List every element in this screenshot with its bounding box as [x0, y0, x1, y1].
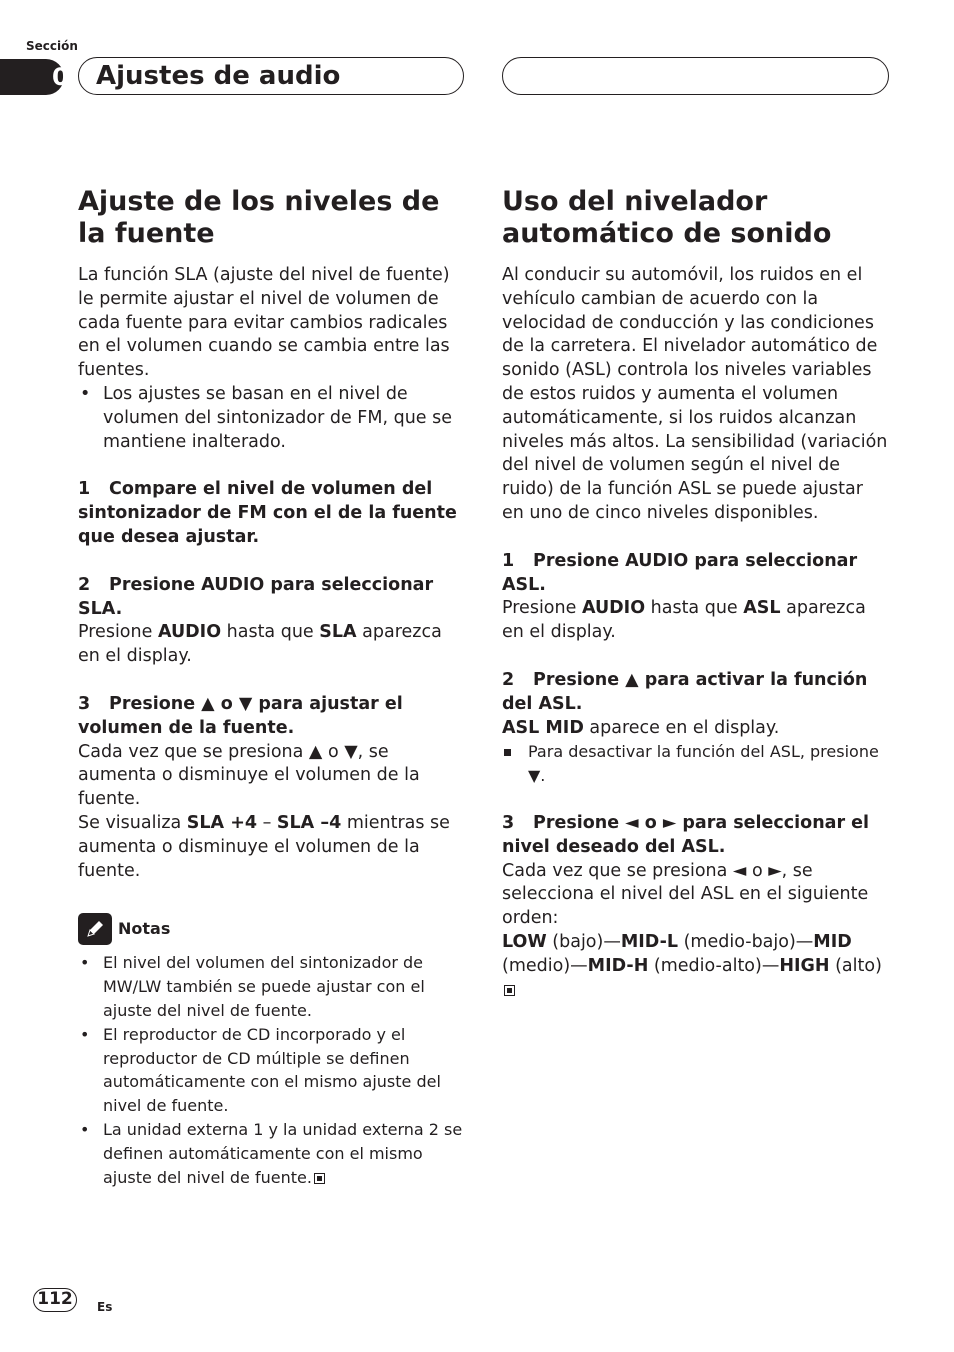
- note-text: La unidad externa 1 y la unidad externa 2 se definen automáticamente con el mismo ajuste del nivel de fuente.: [103, 1119, 463, 1187]
- text: aparezca en el display.: [78, 622, 442, 667]
- section-number-badge: [0, 59, 86, 95]
- text: Presione: [78, 622, 158, 643]
- step-text: Presione ◄ o ► para seleccionar el nivel deseado del ASL.: [502, 812, 870, 857]
- level-key: MID-L: [620, 931, 679, 952]
- note-text: Para desactivar la función del ASL, presione ▼.: [528, 742, 879, 786]
- right-step-2: [502, 669, 890, 717]
- note-item: • El reproductor de CD incorporado y el reproductor de CD múltiple se definen automáticamente con el mismo ajuste del nivel de fuente.: [78, 1023, 466, 1118]
- level-key: HIGH: [779, 955, 830, 976]
- right-heading: Uso del nivelador automático de sonido: [502, 186, 832, 249]
- pencil-icon: [78, 913, 112, 945]
- empty-title-frame: [502, 57, 889, 95]
- end-mark-icon: [314, 1173, 325, 1184]
- text: aparezca en el display.: [502, 598, 866, 643]
- left-step-2-body: [78, 621, 466, 669]
- text: Se visualiza: [78, 812, 187, 833]
- left-step-2: [78, 574, 466, 622]
- notes-header: [78, 913, 466, 945]
- notes-label: Notas: [118, 919, 171, 939]
- note-item: [78, 1118, 466, 1189]
- left-bullet-list: [78, 383, 466, 454]
- text-bold: ASL MID: [502, 717, 584, 738]
- step-number: 1: [78, 479, 91, 500]
- text-bold: AUDIO: [581, 598, 646, 619]
- step-text: Presione AUDIO para seleccionar SLA.: [78, 574, 434, 619]
- step-number: 1: [502, 550, 515, 571]
- text: aparece en el display.: [583, 717, 780, 738]
- step-number: 2: [502, 669, 515, 690]
- level-desc: (bajo)—: [546, 931, 621, 952]
- right-step-1: [502, 550, 890, 598]
- notes-list: [78, 951, 466, 1189]
- text: Presione: [502, 598, 582, 619]
- level-key: MID-H: [587, 955, 649, 976]
- text: hasta que: [645, 598, 744, 619]
- left-intro: La función SLA (ajuste del nivel de fuente) le permite ajustar el nivel de volumen de cada fuente para evitar cambios radicales en el volumen cuando se cambia entre las fuentes.: [78, 265, 450, 381]
- asl-level-order: [502, 931, 890, 1002]
- level-desc: (medio)—: [502, 955, 588, 976]
- section-label: Sección: [26, 39, 78, 53]
- step-number: 2: [78, 574, 91, 595]
- step-number: 3: [78, 693, 91, 714]
- language-code: Es: [97, 1300, 113, 1314]
- page-number: 112: [33, 1288, 77, 1312]
- step-text: Presione ▲ para activar la función del ASL.: [502, 669, 868, 714]
- end-mark-icon: [504, 985, 515, 996]
- level-desc: (medio-bajo)—: [678, 931, 814, 952]
- step-number: 3: [502, 812, 515, 833]
- text: hasta que: [221, 622, 320, 643]
- left-heading: Ajuste de los niveles de la fuente: [78, 186, 440, 249]
- note-item: • El nivel del volumen del sintonizador de MW/LW también se puede ajustar con el ajuste del nivel de fuente.: [78, 951, 466, 1022]
- square-bullet-icon: [504, 749, 511, 756]
- text-bold: SLA –4: [276, 812, 342, 833]
- level-desc: (medio-alto)—: [648, 955, 780, 976]
- section-title: Ajustes de audio: [96, 61, 341, 91]
- left-bullet: • Los ajustes se basan en el nivel de volumen del sintonizador de FM, que se mantiene inalterado.: [78, 383, 466, 454]
- level-key: MID: [813, 931, 852, 952]
- level-key: LOW: [502, 931, 547, 952]
- text: –: [257, 812, 277, 833]
- right-step-3: [502, 812, 890, 860]
- right-step-2-note: [502, 740, 890, 788]
- right-intro: Al conducir su automóvil, los ruidos en el vehículo cambian de acuerdo con la velocidad de conducción y las condiciones de la carretera. El nivelador automático de sonido (ASL) controla los niveles variables de estos ruidos y aumenta el volumen automáticamente, si los ruidos alcanzan niveles más altos. La sensibilidad (variación del nivel de volumen según el nivel de ruido) de la función ASL se puede ajustar en uno de cinco niveles disponibles.: [502, 265, 888, 523]
- section-number: 09: [52, 63, 86, 91]
- left-step-3: [78, 693, 466, 741]
- left-step-1: [78, 478, 466, 549]
- step-text: Presione ▲ o ▼ para ajustar el volumen de la fuente.: [78, 693, 403, 738]
- left-column: [78, 186, 466, 1189]
- text-bold: SLA: [319, 622, 357, 643]
- step-text: Compare el nivel de volumen del sintonizador de FM con el de la fuente que desea ajustar.: [78, 479, 457, 547]
- step-text: Presione AUDIO para seleccionar ASL.: [502, 550, 858, 595]
- text-bold: AUDIO: [157, 622, 222, 643]
- right-step-2-body: [502, 717, 890, 741]
- text: mientras se aumenta o disminuye el volumen de la fuente.: [78, 812, 450, 881]
- right-step-3-body: Cada vez que se presiona ◄ o ►, se selecciona el nivel del ASL en el siguiente orden:: [502, 860, 869, 929]
- text-bold: SLA +4: [186, 812, 258, 833]
- right-step-1-body: [502, 597, 890, 645]
- right-column: [502, 186, 890, 1002]
- text-bold: ASL: [743, 598, 781, 619]
- left-step-3-body-2: [78, 812, 466, 883]
- left-step-3-body: Cada vez que se presiona ▲ o ▼, se aumenta o disminuye el volumen de la fuente.: [78, 741, 420, 810]
- level-desc: (alto): [829, 955, 882, 976]
